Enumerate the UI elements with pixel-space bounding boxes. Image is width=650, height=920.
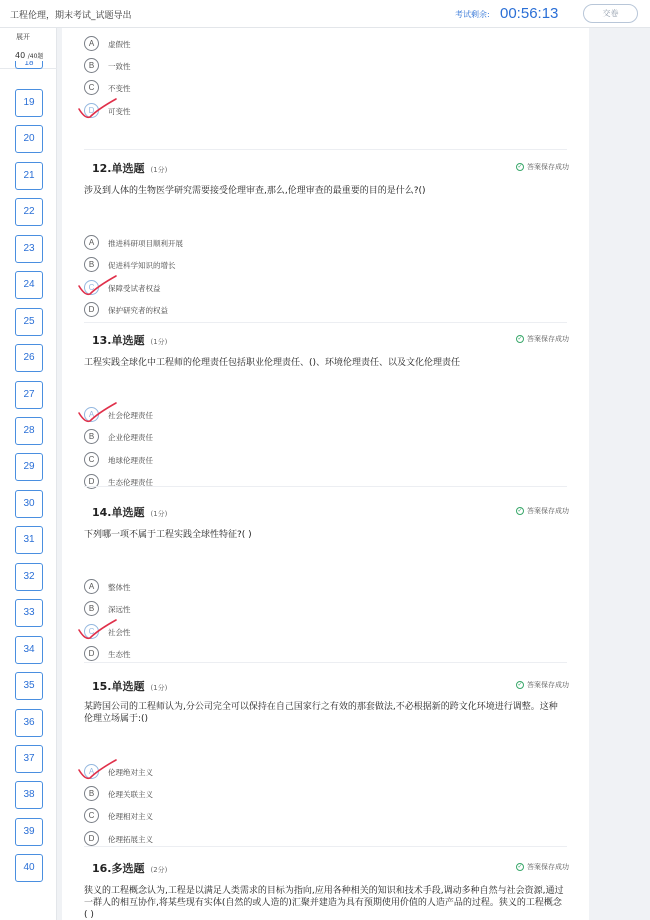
saved-status <box>516 162 569 172</box>
question-panel <box>62 28 589 920</box>
option-letter-circle: A <box>84 36 99 51</box>
question-nav-item[interactable]: 32 <box>15 563 43 591</box>
question-score: (1分) <box>150 510 168 518</box>
option-text: 促进科学知识的增长 <box>108 261 176 270</box>
option-text: 整体性 <box>108 583 131 592</box>
question-divider <box>84 846 567 847</box>
total-count: /40题 <box>27 53 44 60</box>
question-title <box>92 160 167 176</box>
option-text: 保护研究者的权益 <box>108 306 168 315</box>
option-letter-circle: B <box>84 257 99 272</box>
expand-toggle[interactable]: 展开 <box>16 33 30 41</box>
option-text: 深远性 <box>108 605 131 614</box>
saved-label: 答案保存成功 <box>527 507 569 515</box>
question-nav-item[interactable]: 23 <box>15 235 43 263</box>
question-title <box>92 678 167 694</box>
question-nav-item[interactable]: 25 <box>15 308 43 336</box>
option-text: 地球伦理责任 <box>108 456 153 465</box>
option-letter-circle: A <box>84 579 99 594</box>
option-text: 企业伦理责任 <box>108 433 153 442</box>
question-title <box>92 332 167 348</box>
option-letter-circle: C <box>84 80 99 95</box>
option-letter-circle: A <box>84 764 99 779</box>
question-stem: 下列哪一项不属于工程实践全球性特征?( ) <box>84 530 252 540</box>
option-text: 伦理相对主义 <box>108 812 153 821</box>
question-divider <box>84 662 567 663</box>
question-nav-item[interactable]: 19 <box>15 89 43 117</box>
option-letter-circle: C <box>84 452 99 467</box>
question-number-type: 15.单选题 <box>92 680 145 693</box>
question-nav-item[interactable]: 27 <box>15 381 43 409</box>
saved-label: 答案保存成功 <box>527 863 569 871</box>
check-circle-icon: ✓ <box>517 507 523 514</box>
top-bar <box>0 0 650 28</box>
timer-label: 考试剩余: <box>455 10 490 19</box>
check-circle-icon: ✓ <box>517 863 523 870</box>
question-nav-item[interactable]: 34 <box>15 636 43 664</box>
option-letter-circle: A <box>84 235 99 250</box>
question-title <box>92 504 167 520</box>
question-divider <box>84 486 567 487</box>
check-circle-icon: ✓ <box>517 681 523 688</box>
question-nav-item[interactable]: 36 <box>15 709 43 737</box>
countdown-timer: 00:56:13 <box>500 5 559 22</box>
question-stem: 狭义的工程概念认为,工程是以满足人类需求的目标为指向,应用各种相关的知识和技术手段,调动多种自然与社会资源,通过一群人的相互协作,将某些现有实体(自然的或人造的)汇聚并建造为具有预期使用价值的人造产品的过程。狭义的工程概念( ) <box>84 886 564 920</box>
option-text: 可变性 <box>108 107 131 116</box>
saved-status <box>516 680 569 690</box>
option-text: 保障受试者权益 <box>108 284 161 293</box>
question-divider <box>84 322 567 323</box>
question-nav-item[interactable]: 29 <box>15 453 43 481</box>
option-text: 生态性 <box>108 650 131 659</box>
question-nav-item[interactable]: 26 <box>15 344 43 372</box>
option-letter-circle: D <box>84 831 99 846</box>
option-letter-circle: D <box>84 474 99 489</box>
option-letter-circle: B <box>84 786 99 801</box>
option-text: 虚假性 <box>108 40 131 49</box>
option-text: 伦理拓展主义 <box>108 835 153 844</box>
question-score: (1分) <box>150 338 168 346</box>
check-circle-icon: ✓ <box>517 335 523 342</box>
submit-exam-button[interactable]: 交卷 <box>583 4 638 23</box>
saved-label: 答案保存成功 <box>527 681 569 689</box>
option-text: 推进科研项目顺利开展 <box>108 239 183 248</box>
question-nav-item[interactable]: 20 <box>15 125 43 153</box>
question-nav-item[interactable]: 24 <box>15 271 43 299</box>
saved-label: 答案保存成功 <box>527 163 569 171</box>
option-letter-circle: D <box>84 103 99 118</box>
option-text: 一致性 <box>108 62 131 71</box>
check-circle-icon: ✓ <box>517 163 523 170</box>
question-title <box>92 860 167 876</box>
answered-count: 40 <box>15 51 26 60</box>
exam-title: 工程伦理，期末考试_试题导出 <box>10 11 132 21</box>
question-nav-item[interactable]: 31 <box>15 526 43 554</box>
option-text: 生态伦理责任 <box>108 478 153 487</box>
question-nav-item[interactable]: 37 <box>15 745 43 773</box>
option-letter-circle: C <box>84 624 99 639</box>
question-number-type: 13.单选题 <box>92 334 145 347</box>
option-text: 社会性 <box>108 628 131 637</box>
option-letter-circle: C <box>84 280 99 295</box>
option-letter-circle: B <box>84 601 99 616</box>
option-text: 伦理绝对主义 <box>108 768 153 777</box>
question-score: (1分) <box>150 684 168 692</box>
saved-status <box>516 334 569 344</box>
saved-label: 答案保存成功 <box>527 335 569 343</box>
question-number-type: 16.多选题 <box>92 862 145 875</box>
question-number-type: 14.单选题 <box>92 506 145 519</box>
option-text: 社会伦理责任 <box>108 411 153 420</box>
question-nav-item[interactable]: 39 <box>15 818 43 846</box>
option-letter-circle: D <box>84 302 99 317</box>
question-count <box>15 51 43 60</box>
question-navigator <box>0 28 57 920</box>
question-score: (1分) <box>150 166 168 174</box>
question-divider <box>84 149 567 150</box>
question-nav-item[interactable]: 28 <box>15 417 43 445</box>
question-nav-item[interactable]: 33 <box>15 599 43 627</box>
question-nav-item[interactable]: 30 <box>15 490 43 518</box>
option-text: 不变性 <box>108 84 131 93</box>
option-text: 伦理关联主义 <box>108 790 153 799</box>
question-nav-item[interactable]: 18 <box>15 61 43 69</box>
question-nav-item[interactable]: 38 <box>15 781 43 809</box>
option-letter-circle: D <box>84 646 99 661</box>
question-nav-item[interactable]: 21 <box>15 162 43 190</box>
option-letter-circle: B <box>84 429 99 444</box>
saved-status <box>516 862 569 872</box>
question-number-type: 12.单选题 <box>92 162 145 175</box>
question-stem: 某跨国公司的工程师认为,分公司完全可以保持在自己国家行之有效的那套做法,不必根据新的跨文化环境进行调整。这种伦理立场属于:() <box>84 702 558 724</box>
saved-status <box>516 506 569 516</box>
option-letter-circle: B <box>84 58 99 73</box>
option-letter-circle: C <box>84 808 99 823</box>
question-nav-item[interactable]: 35 <box>15 672 43 700</box>
question-nav-item[interactable]: 22 <box>15 198 43 226</box>
question-nav-item[interactable]: 40 <box>15 854 43 882</box>
question-stem: 涉及到人体的生物医学研究需要接受伦理审查,那么,伦理审查的最重要的目的是什么?() <box>84 186 426 196</box>
option-letter-circle: A <box>84 407 99 422</box>
question-stem: 工程实践全球化中工程师的伦理责任包括职业伦理责任、()、环境伦理责任、以及文化伦理责任 <box>84 358 461 368</box>
question-score: (2分) <box>150 866 168 874</box>
